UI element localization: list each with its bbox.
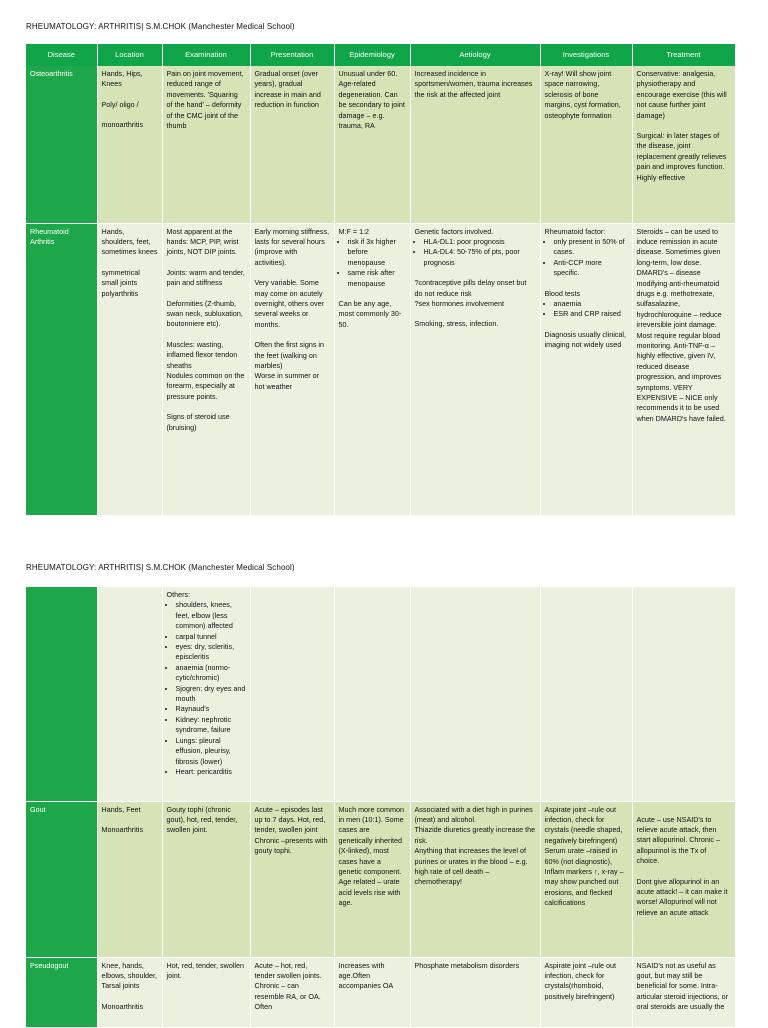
aetiology-notes	[415, 278, 536, 330]
spacer	[637, 121, 731, 131]
bullet-item: • risk if 3x higher before menopause	[348, 237, 406, 268]
aetiology-cell	[410, 587, 540, 801]
location-cell	[97, 801, 162, 957]
text-line: Hands, Hips, Knees	[101, 69, 143, 89]
spacer	[637, 805, 731, 815]
bullet-item: • eyes: dry, scleritis, episcleritis	[176, 642, 246, 663]
text-line: Nodules common on the forearm, especially at pressure points.	[166, 370, 245, 401]
text-line: Conservative: analgesia, physiotherapy and encourage exercise (this will not cause further joint damage)	[636, 69, 727, 120]
presentation-cell	[250, 66, 334, 223]
examination-cell	[162, 957, 250, 1027]
text-line: Very variable. Some may come on acutely overnight, others over several weeks or months.	[254, 278, 325, 329]
bullet-item: • Raynaud's	[176, 704, 246, 714]
aetiology-intro: Genetic factors involved.	[414, 226, 494, 236]
bullet-item: • HLA-DL4: 50-75% of pts, poor prognosis	[424, 247, 536, 268]
header-examination: Examination	[162, 44, 250, 66]
text-line: ?contraceptive pills delay onset but do not reduce risk	[414, 278, 527, 298]
text-line: Signs of steroid use (bruising)	[166, 412, 230, 432]
bullet-item: • anaemia (normo-cytic/chromic)	[176, 663, 246, 684]
treatment-cell	[632, 66, 735, 223]
location-cell	[97, 957, 162, 1027]
examination-list	[167, 600, 246, 777]
examination-others: Others:	[166, 590, 191, 599]
text-line: Poly/ oligo /	[101, 99, 139, 109]
bullet-item: • shoulders, knees, feet, elbow (less common) affected	[176, 600, 246, 631]
epidemiology-ratio: M:F = 1:2	[338, 226, 370, 236]
bullet-item: • same risk after menopause	[348, 268, 406, 289]
epidemiology-cell	[334, 957, 410, 1027]
text-line: Chronic –presents with gouty tophi.	[254, 835, 328, 856]
arthritis-table-page-2	[26, 587, 736, 1028]
spacer	[167, 402, 246, 412]
bullet-item: • carpal tunnel	[176, 632, 246, 642]
header-investigations: Investigations	[540, 44, 632, 66]
text-line: monoarthritis	[101, 120, 144, 130]
examination-cell	[162, 587, 250, 801]
investigations-cell	[540, 66, 632, 223]
text-line: symmetrical small joints polyarthritis	[101, 267, 140, 298]
text-line: Aspirate joint –rule out infection, check for crystals (needle shaped, negatively birefringent)	[544, 804, 623, 845]
header-row	[26, 44, 735, 66]
row-osteoarthritis	[26, 66, 735, 223]
text-line: NSAID's not as useful as gout, but may still be beneficial for some. Intra-articular steroid injections, or oral steroids are usually the	[636, 960, 728, 1012]
header-disease: Disease	[26, 44, 97, 66]
text-line: Phosphate metabolism disorders	[414, 960, 520, 970]
text-line: Knee, hands, elbows, shoulder, Tarsal joints	[101, 960, 158, 991]
text-line: Deformities (Z-thumb, swan neck, subluxation, boutonniere etc).	[166, 298, 243, 329]
aetiology-cell	[410, 957, 540, 1027]
disease-cell	[26, 587, 97, 801]
text-line: Early morning stiffness, lasts for several hours (improve with activities).	[254, 226, 330, 267]
row-rheumatoid-continued	[26, 587, 735, 801]
text-line: ?sex hormones involvement	[414, 298, 504, 308]
text-line: Aspirate joint –rule out infection, check for crystals(rhomboid, positively birefringent)	[544, 960, 617, 1001]
presentation-cell	[250, 957, 334, 1027]
text-line: Thiazide diuretics greatly increase the risk.	[414, 825, 536, 845]
text-line: Chronic – can resemble RA, or OA. Often	[254, 981, 321, 1012]
treatment-cell	[632, 957, 735, 1027]
epidemiology-cell	[334, 801, 410, 957]
text-line: Muscles: wasting, inflamed flexor tendon sheaths	[166, 339, 238, 370]
text-line: Increases with age.Often accompanies OA	[338, 960, 394, 991]
spacer	[102, 815, 158, 825]
spacer	[415, 309, 536, 319]
header-treatment: Treatment	[632, 44, 735, 66]
text-line: Gradual onset (over years), gradual increase in main and reduction in function	[254, 69, 321, 110]
bullet-item: • Lungs: pleural effusion, pleurisy, fibrosis (lower)	[176, 736, 246, 767]
text-line: Associated with a diet high in purines (meat) and alcohol.	[414, 804, 533, 824]
epidemiology-list	[339, 237, 406, 289]
text-line: Hot, red, tender, swollen joint.	[166, 960, 245, 980]
investigations-cell	[540, 223, 632, 515]
aetiology-cell	[410, 223, 540, 515]
text-line: Monoarthritis	[101, 824, 144, 834]
header-presentation: Presentation	[250, 44, 334, 66]
investigations-list-blood	[545, 299, 628, 320]
spacer	[167, 258, 246, 268]
text-line: Anything that increases the level of purines or urates in the blood – e.g. high rate of cell death –chemotherapy!	[414, 846, 528, 887]
text-line: Hands, Feet	[101, 804, 141, 814]
aetiology-cell	[410, 66, 540, 223]
epidemiology-cell	[334, 587, 410, 801]
spacer	[102, 258, 158, 268]
text-line: Acute – use NSAID's to relieve acute attack, then start allopurinol. Chronic – allopurinol is the Tx of choice.	[636, 814, 720, 866]
examination-cell	[162, 66, 250, 223]
treatment-cell	[632, 587, 735, 801]
disease-cell: Osteoarthritis	[26, 66, 97, 223]
bullet-item: • anaemia	[554, 299, 628, 309]
bullet-item: • Sjogren: dry eyes and mouth	[176, 684, 246, 705]
text-line: Surgical: in later stages of the disease, joint replacement greatly relieves pain and improves function. Highly effective	[636, 131, 727, 182]
bullet-item: • Heart: pericarditis	[176, 767, 246, 777]
spacer	[255, 268, 330, 278]
spacer	[102, 90, 158, 100]
presentation-cell	[250, 587, 334, 801]
bullet-item: • Anti-CCP more specific.	[554, 258, 628, 279]
epidemiology-cell	[334, 223, 410, 515]
text-line: Monoarthritis	[101, 1001, 144, 1011]
row-pseudogout	[26, 957, 735, 1027]
text-line: X-ray! Will show joint space narrowing, sclerosis of bone margins, cyst formation, osteophyte formation	[544, 69, 621, 120]
text-line: Often the first signs in the feet (walking on marbles)	[254, 340, 325, 370]
examination-cell	[162, 223, 250, 515]
investigations-cell	[540, 587, 632, 801]
header-aetiology: Aetiology	[410, 44, 540, 66]
spacer	[167, 289, 246, 299]
treatment-cell	[632, 801, 735, 957]
text-line: Serum urate –raised in 60% (not diagnostic), Inflam markers ↑, x-ray – may show punched out erosions, and flecked calcifications	[544, 846, 624, 908]
bullet-item: • only present in 50% of cases.	[554, 237, 628, 258]
row-gout	[26, 801, 735, 957]
bullet-item: • ESR and CRP raised	[554, 309, 628, 319]
text-line: Steroids – can be used to induce remission in acute disease. Sometimes given long-term, low dose. DMARD's – disease modifying anti-rheumatoid drugs e.g. methotrexate, sulfasalazine, hydrochloroquine – reduce irreversible joint damage. Most require regular blood monitoring. Anti-TNF-α –highly effective, given IV, reduced disease progression, and improves symptoms. VERY EXPENSIVE – NICE only recommends it to be used when DMARD's have failed.	[636, 226, 726, 423]
text-line: Unusual under 60. Age-related degeneration. Can be secondary to joint damage – e.g. trauma, RA	[338, 69, 405, 131]
spacer	[637, 867, 731, 877]
text-line: Pain on joint movement, reduced range of movements. 'Squaring of the hand' – deformity of the CMC joint of the thumb	[166, 69, 244, 131]
spacer	[102, 110, 158, 120]
text-line: Increased incidence in sportsmen/women, trauma increases the risk at the affected joint	[414, 69, 533, 99]
text-line: Joints: warm and tender, pain and stiffness	[166, 267, 245, 288]
investigations-list-rf	[545, 237, 628, 279]
text-line: Acute – episodes last up to 7 days. Hot, red, tender, swollen joint	[254, 804, 326, 835]
header-location: Location	[97, 44, 162, 66]
disease-cell: Gout	[26, 801, 97, 957]
treatment-cell	[632, 223, 735, 515]
location-cell	[97, 587, 162, 801]
epidemiology-age: Can be any age, most commonly 30-50.	[338, 298, 402, 329]
text-line: Smoking, stress, infection.	[414, 319, 499, 329]
examination-cell	[162, 801, 250, 957]
page-title: RHEUMATOLOGY: ARTHRITIS| S.M.CHOK (Manchester Medical School)	[26, 22, 295, 31]
arthritis-table-page-1	[26, 44, 736, 516]
text-line: Most apparent at the hands: MCP, PIP, wrist joints, NOT DIP joints.	[166, 226, 239, 257]
spacer	[167, 330, 246, 340]
row-rheumatoid-arthritis	[26, 223, 735, 515]
text-line: Much more common in men (10:1). Some cases are genetically inherited (X-linked), most cases have a genetic component.	[338, 804, 405, 876]
page-title-2: RHEUMATOLOGY: ARTHRITIS| S.M.CHOK (Manchester Medical School)	[26, 563, 295, 572]
investigations-rf: Rheumatoid factor:	[544, 226, 606, 236]
disease-cell: Pseudogout	[26, 957, 97, 1027]
investigations-blood: Blood tests	[544, 288, 581, 298]
text-line: Dont give allopurinol in an acute attack! – it can make it worse! Allopurinol will not relieve an acute attack	[636, 876, 728, 917]
aetiology-cell	[410, 801, 540, 957]
investigations-cell	[540, 801, 632, 957]
bullet-item: • Kidney: nephrotic syndrome, failure	[176, 715, 246, 736]
epidemiology-cell	[334, 66, 410, 223]
investigations-diagnosis: Diagnosis usually clinical, imaging not widely used	[544, 329, 626, 350]
text-line: Hands, shoulders, feet, sometimes knees	[101, 226, 158, 257]
text-line: Worse in summer or hot weather	[254, 371, 320, 391]
location-cell	[97, 66, 162, 223]
investigations-cell	[540, 957, 632, 1027]
disease-cell: Rheumatoid Arthritis	[26, 223, 97, 515]
aetiology-list	[415, 237, 536, 268]
text-line: Age related – urate acid levels rise with age.	[338, 877, 401, 908]
text-line: Acute – hot, red, tender swollen joints.	[254, 960, 322, 980]
location-cell	[97, 223, 162, 515]
presentation-cell	[250, 801, 334, 957]
presentation-cell	[250, 223, 334, 515]
bullet-item: • HLA-DL1: poor prognosis	[424, 237, 536, 247]
spacer	[102, 992, 158, 1002]
text-line: Gouty tophi (chronic gout), hot, red, tender, swollen joint.	[166, 804, 238, 835]
header-epidemiology: Epidemiology	[334, 44, 410, 66]
spacer	[255, 330, 330, 340]
